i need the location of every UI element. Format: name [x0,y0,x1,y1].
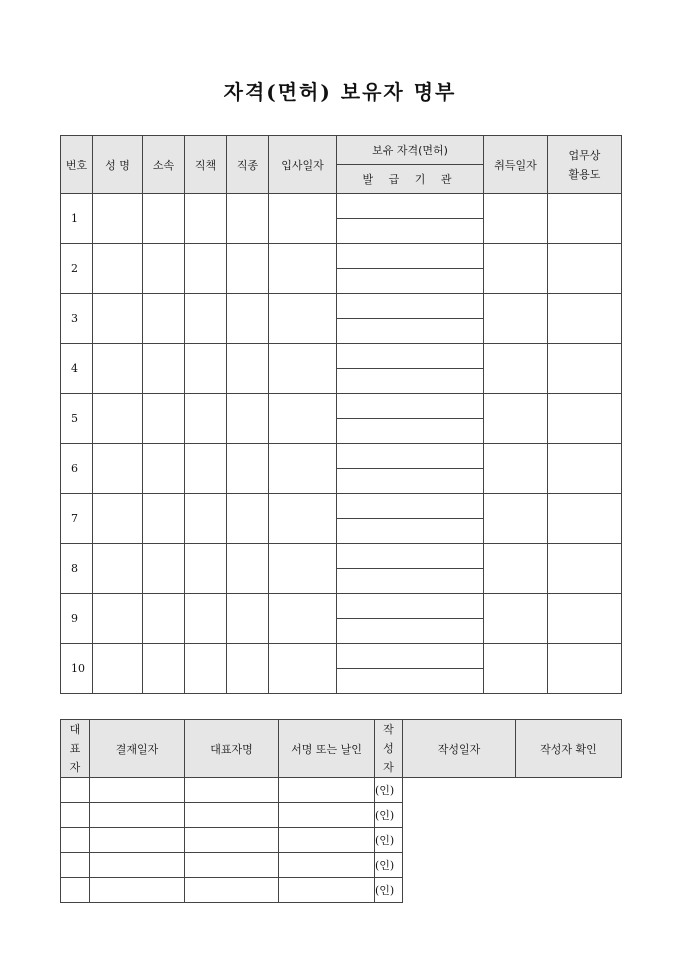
usage-cell[interactable] [548,644,622,694]
row-number: 2 [61,244,93,294]
header-license: 보유 자격(면허) [337,136,484,165]
approval-row [61,778,622,803]
table-row [61,644,622,669]
approval-date-cell[interactable] [61,878,90,903]
header-written-date: 작성일자 [403,720,516,778]
position-cell[interactable] [185,394,227,444]
writer-seal-cell[interactable]: (인) [375,853,403,878]
department-cell[interactable] [143,244,185,294]
job-type-cell[interactable] [227,544,269,594]
acquired-date-cell[interactable] [484,194,548,244]
license-cell[interactable] [337,594,484,619]
header-writer-confirm: 작성자 확인 [516,720,622,778]
usage-cell[interactable] [548,444,622,494]
license-cell[interactable] [337,194,484,219]
table-row [61,544,622,569]
license-cell[interactable] [337,544,484,569]
approval-row [61,853,622,878]
header-department: 소속 [143,136,185,194]
issuer-cell[interactable] [337,219,484,244]
issuer-cell[interactable] [337,619,484,644]
acquired-date-cell[interactable] [484,444,548,494]
job-type-cell[interactable] [227,644,269,694]
written-date-cell[interactable] [279,853,375,878]
header-usage [548,136,622,194]
writer-seal-cell[interactable]: (인) [375,778,403,803]
license-cell[interactable] [337,494,484,519]
representative-name-cell[interactable] [90,778,185,803]
join-date-cell[interactable] [269,444,337,494]
usage-cell[interactable] [548,244,622,294]
license-cell[interactable] [337,294,484,319]
signature-cell[interactable] [185,778,279,803]
row-number: 6 [61,444,93,494]
join-date-cell[interactable] [269,494,337,544]
representative-name-cell[interactable] [90,828,185,853]
issuer-cell[interactable] [337,369,484,394]
job-type-cell[interactable] [227,244,269,294]
usage-cell[interactable] [548,194,622,244]
writer-label [375,720,403,778]
join-date-cell[interactable] [269,644,337,694]
representative-label-char: 표 [69,742,81,755]
issuer-cell[interactable] [337,419,484,444]
job-type-cell[interactable] [227,294,269,344]
usage-cell[interactable] [548,594,622,644]
header-signature: 서명 또는 날인 [279,720,375,778]
approval-row [61,803,622,828]
acquired-date-cell[interactable] [484,244,548,294]
job-type-cell[interactable] [227,494,269,544]
approval-body [61,778,622,903]
written-date-cell[interactable] [279,778,375,803]
writer-seal-cell[interactable]: (인) [375,803,403,828]
position-cell[interactable] [185,194,227,244]
job-type-cell[interactable] [227,344,269,394]
table-row [61,444,622,469]
name-cell[interactable] [93,444,143,494]
job-type-cell[interactable] [227,444,269,494]
acquired-date-cell[interactable] [484,644,548,694]
signature-cell[interactable] [185,853,279,878]
written-date-cell[interactable] [279,803,375,828]
approval-row [61,878,622,903]
table-row [61,594,622,619]
join-date-cell[interactable] [269,294,337,344]
job-type-cell[interactable] [227,594,269,644]
written-date-cell[interactable] [279,878,375,903]
position-cell[interactable] [185,544,227,594]
table-row [61,494,622,519]
header-number: 번호 [61,136,93,194]
usage-cell[interactable] [548,294,622,344]
signature-cell[interactable] [185,828,279,853]
join-date-cell[interactable] [269,394,337,444]
writer-seal-cell[interactable]: (인) [375,878,403,903]
acquired-date-cell[interactable] [484,394,548,444]
table-row [61,294,622,319]
approval-date-cell[interactable] [61,828,90,853]
position-cell[interactable] [185,644,227,694]
department-cell[interactable] [143,644,185,694]
name-cell[interactable] [93,394,143,444]
acquired-date-cell[interactable] [484,544,548,594]
name-cell[interactable] [93,494,143,544]
position-cell[interactable] [185,344,227,394]
join-date-cell[interactable] [269,344,337,394]
acquired-date-cell[interactable] [484,344,548,394]
row-number: 7 [61,494,93,544]
writer-label-char: 자 [383,761,394,774]
department-cell[interactable] [143,444,185,494]
row-number: 1 [61,194,93,244]
usage-cell[interactable] [548,344,622,394]
license-cell[interactable] [337,444,484,469]
acquired-date-cell[interactable] [484,594,548,644]
name-cell[interactable] [93,594,143,644]
license-holder-table [60,135,622,694]
name-cell[interactable] [93,644,143,694]
approval-date-cell[interactable] [61,803,90,828]
usage-cell[interactable] [548,544,622,594]
name-cell[interactable] [93,544,143,594]
name-cell[interactable] [93,294,143,344]
approval-row [61,828,622,853]
table-row [61,194,622,219]
job-type-cell[interactable] [227,194,269,244]
header-usage-line2: 활용도 [568,167,601,181]
license-cell[interactable] [337,244,484,269]
representative-label-char: 자 [69,761,81,774]
join-date-cell[interactable] [269,244,337,294]
approval-date-cell[interactable] [61,778,90,803]
approval-table [60,719,622,903]
department-cell[interactable] [143,194,185,244]
representative-name-cell[interactable] [90,803,185,828]
header-name: 성 명 [93,136,143,194]
table-row [61,244,622,269]
acquired-date-cell[interactable] [484,494,548,544]
page-title: 자격(면허) 보유자 명부 [223,80,457,104]
representative-label [61,720,90,778]
writer-label-char: 작 [383,723,394,736]
position-cell[interactable] [185,594,227,644]
join-date-cell[interactable] [269,594,337,644]
row-number: 9 [61,594,93,644]
table-body [61,194,622,694]
representative-name-cell[interactable] [90,878,185,903]
header-representative-name: 대표자명 [185,720,279,778]
row-number: 8 [61,544,93,594]
issuer-cell[interactable] [337,569,484,594]
issuer-cell[interactable] [337,669,484,694]
issuer-cell[interactable] [337,519,484,544]
header-acquired-date: 취득일자 [484,136,548,194]
row-number: 5 [61,394,93,444]
license-cell[interactable] [337,394,484,419]
department-cell[interactable] [143,394,185,444]
header-job-type: 직종 [227,136,269,194]
department-cell[interactable] [143,544,185,594]
row-number: 4 [61,344,93,394]
header-issuer: 발 급 기 관 [337,165,484,194]
writer-label-char: 성 [383,742,394,755]
writer-seal-cell[interactable]: (인) [375,828,403,853]
usage-cell[interactable] [548,494,622,544]
position-cell[interactable] [185,494,227,544]
signature-cell[interactable] [185,878,279,903]
header-join-date: 입사일자 [269,136,337,194]
row-number: 10 [61,644,93,694]
license-cell[interactable] [337,344,484,369]
job-type-cell[interactable] [227,394,269,444]
name-cell[interactable] [93,344,143,394]
row-number: 3 [61,294,93,344]
acquired-date-cell[interactable] [484,294,548,344]
usage-cell[interactable] [548,394,622,444]
table-row [61,394,622,419]
name-cell[interactable] [93,194,143,244]
approval-date-cell[interactable] [61,853,90,878]
issuer-cell[interactable] [337,469,484,494]
issuer-cell[interactable] [337,319,484,344]
representative-label-char: 대 [69,723,81,736]
license-cell[interactable] [337,644,484,669]
department-cell[interactable] [143,494,185,544]
signature-cell[interactable] [185,803,279,828]
position-cell[interactable] [185,244,227,294]
join-date-cell[interactable] [269,544,337,594]
header-position: 직책 [185,136,227,194]
header-usage-line1: 업무상 [568,148,601,162]
join-date-cell[interactable] [269,194,337,244]
position-cell[interactable] [185,294,227,344]
header-approval-date: 결재일자 [90,720,185,778]
representative-name-cell[interactable] [90,853,185,878]
position-cell[interactable] [185,444,227,494]
department-cell[interactable] [143,344,185,394]
written-date-cell[interactable] [279,828,375,853]
name-cell[interactable] [93,244,143,294]
department-cell[interactable] [143,294,185,344]
table-row [61,344,622,369]
issuer-cell[interactable] [337,269,484,294]
department-cell[interactable] [143,594,185,644]
